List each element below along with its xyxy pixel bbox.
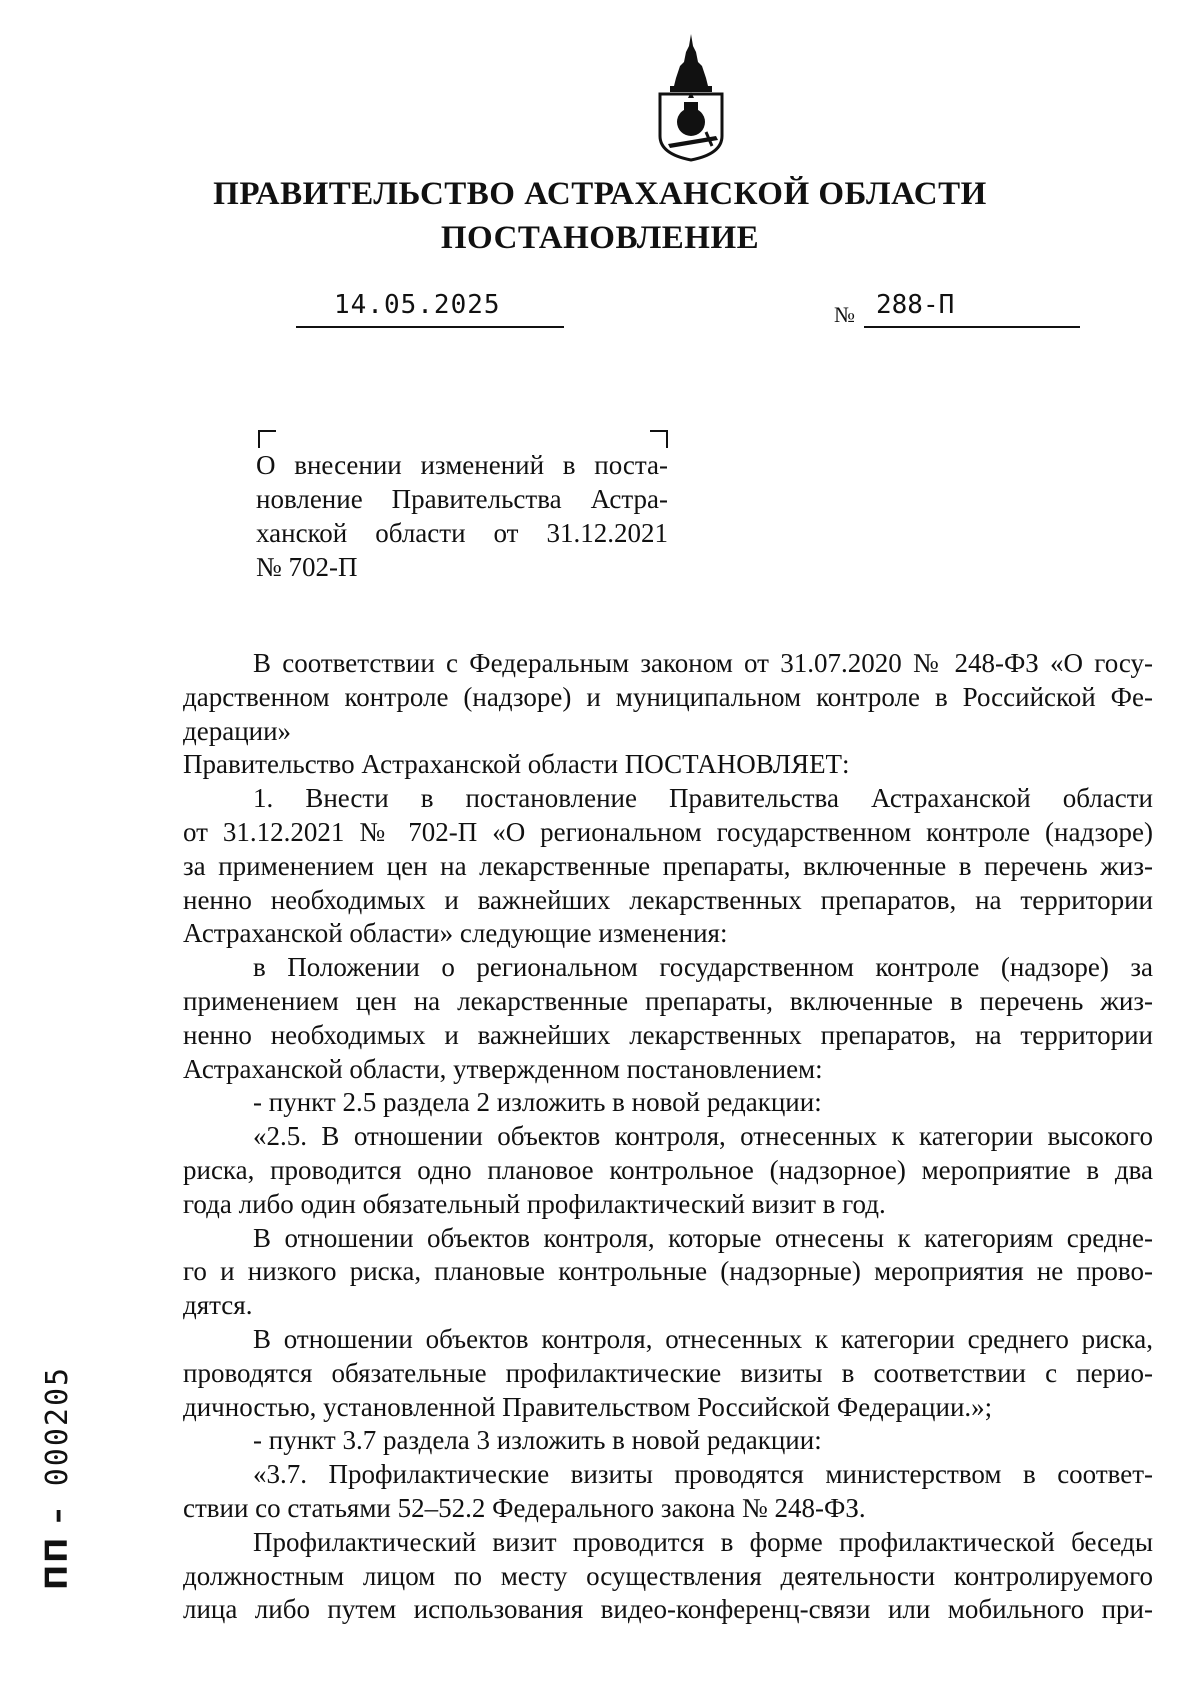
body-line: го и низкого риска, плановые контрольные (надзорные) мероприятия не прово-: [183, 1256, 1153, 1287]
body-line: от 31.12.2021 № 702-П «О региональном государственном контроле (надзоре): [183, 816, 1153, 847]
body-line: В отношении объектов контроля, отнесенных к категории среднего риска,: [253, 1323, 1153, 1354]
subject-block: [256, 448, 668, 584]
body-line: «2.5. В отношении объектов контроля, отнесенных к категории высокого: [253, 1121, 1153, 1152]
stamp-prefix: ПП –: [40, 1506, 75, 1590]
body-line: Астраханской области» следующие изменения:: [183, 918, 728, 949]
number-sign: №: [834, 302, 855, 327]
body-line: «3.7. Профилактические визиты проводятся министерством в соответ-: [253, 1459, 1153, 1490]
subject-corner-right: [650, 430, 668, 448]
body-line: риска, проводится одно плановое контрольное (надзорное) мероприятие в два: [183, 1154, 1153, 1185]
body-line: проводятся обязательные профилактические визиты в соответствии с перио-: [183, 1357, 1153, 1388]
body-line: дерации»: [183, 715, 292, 746]
number-field: [864, 290, 1080, 328]
subject-line: ханской области от 31.12.2021: [256, 518, 668, 548]
body-line: дичностью, установленной Правительством Российской Федерации.»;: [183, 1391, 993, 1422]
body-line: Профилактический визит проводится в форме профилактической беседы: [253, 1526, 1153, 1557]
registration-stamp: [40, 1366, 75, 1590]
subject-corner-left: [258, 430, 276, 448]
body-line: ненно необходимых и важнейших лекарственных препаратов, на территории: [183, 1019, 1153, 1050]
body-line: Правительство Астраханской области ПОСТАНОВЛЯЕТ:: [183, 749, 850, 780]
doc-date: 14.05.2025: [334, 290, 501, 320]
coat-of-arms-emblem: [646, 32, 736, 162]
body-line: применением цен на лекарственные препараты, включенные в перечень жиз-: [183, 985, 1153, 1016]
body-line: должностным лицом по месту осуществления деятельности контролируемого: [183, 1560, 1153, 1591]
doc-type: ПОСТАНОВЛЕНИЕ: [440, 220, 760, 256]
body-line: ствии со статьями 52–52.2 Федерального закона № 248-ФЗ.: [183, 1492, 866, 1523]
body-line: в Положении о региональном государственном контроле (надзоре) за: [253, 952, 1153, 983]
date-field: [296, 290, 564, 328]
body-line: В отношении объектов контроля, которые отнесены к категориям средне-: [253, 1222, 1153, 1253]
body-line: года либо один обязательный профилактический визит в год.: [183, 1188, 886, 1219]
body-line: - пункт 3.7 раздела 3 изложить в новой редакции:: [253, 1425, 822, 1456]
body-line: ненно необходимых и важнейших лекарственных препаратов, на территории: [183, 884, 1153, 915]
stamp-code: 000205: [40, 1365, 75, 1487]
doc-number: 288-П: [876, 290, 955, 320]
subject-line: новление Правительства Астра-: [256, 484, 668, 514]
body-line: Астраханской области, утвержденном постановлением:: [183, 1053, 823, 1084]
body-line: дятся.: [183, 1290, 253, 1321]
subject-line: № 702-П: [256, 552, 358, 582]
body-line: 1. Внести в постановление Правительства Астраханской области: [253, 783, 1153, 814]
body-line: - пункт 2.5 раздела 2 изложить в новой редакции:: [253, 1087, 822, 1118]
body-line: за применением цен на лекарственные препараты, включенные в перечень жиз-: [183, 850, 1153, 881]
org-name: ПРАВИТЕЛЬСТВО АСТРАХАНСКОЙ ОБЛАСТИ: [213, 176, 987, 212]
body-line: лица либо путем использования видео-конференц-связи или мобильного при-: [183, 1594, 1153, 1625]
body-text: [183, 647, 1153, 1627]
body-line: В соответствии с Федеральным законом от 31.07.2020 № 248-ФЗ «О госу-: [253, 648, 1153, 678]
body-line: дарственном контроле (надзоре) и муниципальном контроле в Российской Фе-: [183, 681, 1153, 712]
subject-line: О внесении изменений в поста-: [256, 450, 668, 480]
header-title: [0, 172, 1200, 260]
